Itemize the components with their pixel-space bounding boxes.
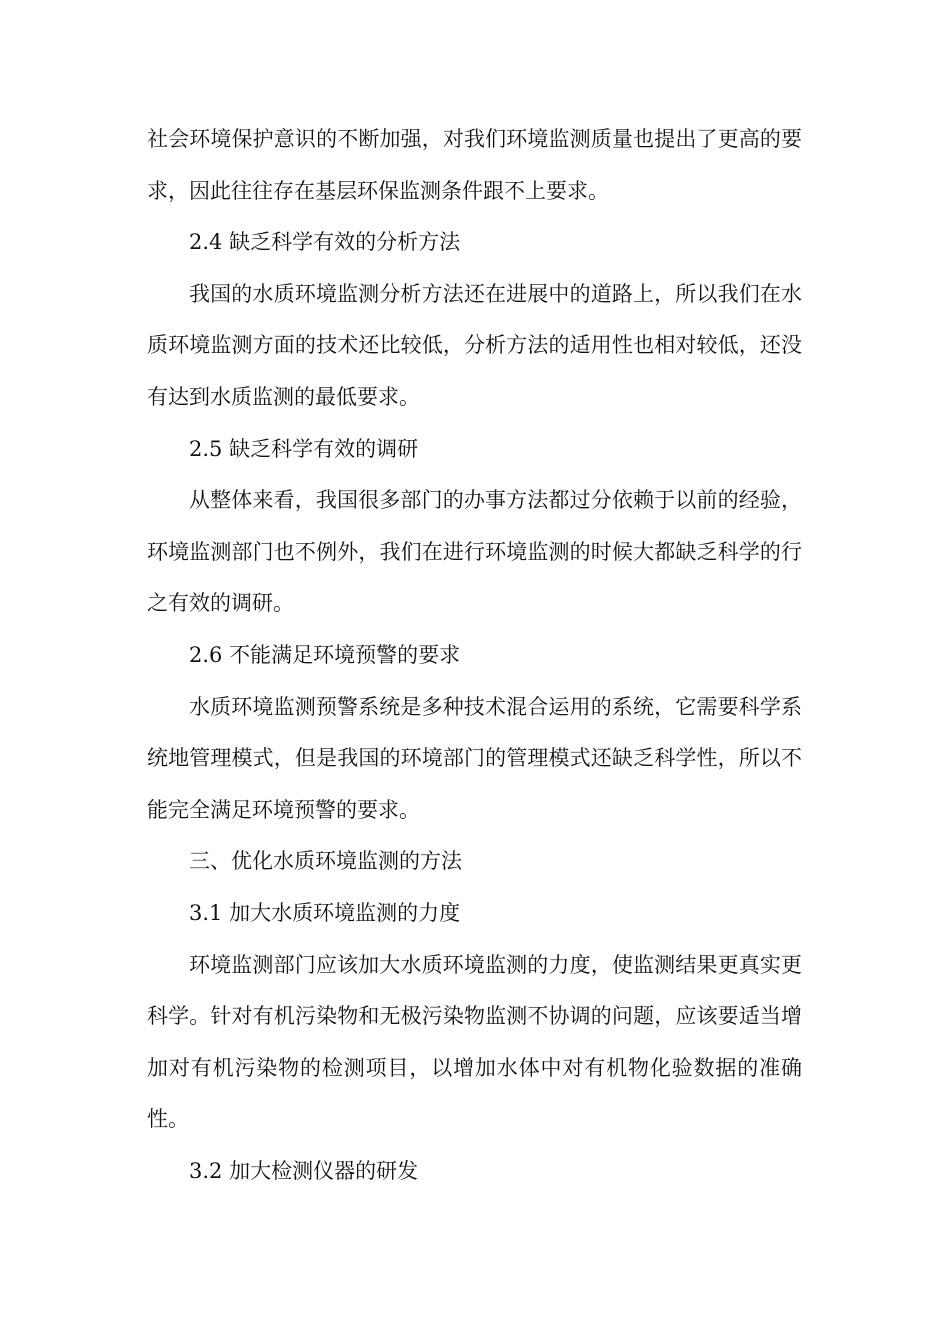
section-heading-3-1: 3.1 加大水质环境监测的力度 [189,900,461,925]
section-heading-3-2: 3.2 加大检测仪器的研发 [189,1158,419,1183]
document-body [147,114,802,1197]
chapter-heading-3: 三、优化水质环境监测的方法 [189,849,462,874]
paragraph-2-4-body: 我国的水质环境监测分析方法还在进展中的道路上，所以我们在水质环境监测方面的技术还比较低，分析方法的适用性也相对较低，还没有达到水质监测的最低要求。 [147,281,802,409]
section-heading-2-6: 2.6 不能满足环境预警的要求 [189,642,461,667]
paragraph-2-6-body: 水质环境监测预警系统是多种技术混合运用的系统，它需要科学系统地管理模式，但是我国的环境部门的管理模式还缺乏科学性，所以不能完全满足环境预警的要求。 [147,694,802,822]
paragraph-2-5-body: 从整体来看，我国很多部门的办事方法都过分依赖于以前的经验，环境监测部门也不例外，我们在进行环境监测的时候大都缺乏科学的行之有效的调研。 [147,488,802,616]
paragraph-continuation: 社会环境保护意识的不断加强，对我们环境监测质量也提出了更高的要求，因此往往存在基层环保监测条件跟不上要求。 [147,127,802,203]
section-heading-2-4: 2.4 缺乏科学有效的分析方法 [189,230,461,255]
paragraph-3-1-body: 环境监测部门应该加大水质环境监测的力度，使监测结果更真实更科学。针对有机污染物和无极污染物监测不协调的问题，应该要适当增加对有机污染物的检测项目，以增加水体中对有机物化验数据的准确性。 [147,952,802,1132]
section-heading-2-5: 2.5 缺乏科学有效的调研 [189,436,419,461]
